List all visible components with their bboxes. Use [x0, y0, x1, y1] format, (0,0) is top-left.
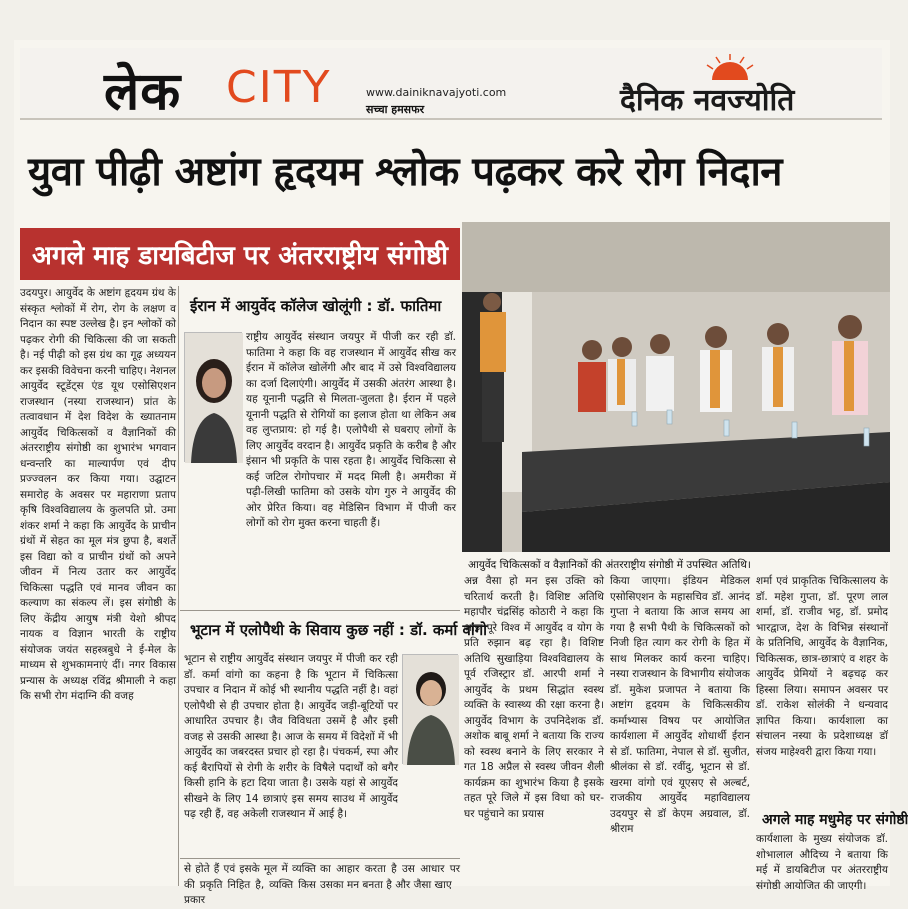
- masthead: [20, 48, 882, 120]
- column-divider: [178, 286, 179, 886]
- tagline: सच्चा हमसफर: [366, 103, 425, 116]
- article-continuation-a: [184, 862, 316, 906]
- article-paragraph: से होते हैं एवं इसके मूल में व्यक्ति की प्रकृति निहित है, व्यक्ति किस प्रकार: [184, 863, 316, 906]
- subheading-diabetes-seminar: अगले माह मधुमेह पर संगोष्ठी: [762, 812, 908, 828]
- box-text-karma-wango: भूटान से राष्ट्रीय आयुर्वेद संस्थान जयपुर में पीजी कर रही डॉ. कर्मा वांगो का कहना है कि भूटान में चिकित्सा उपचार व निदान में कोई भी स्थानीय पद्धति नहीं है। वहां एलोपैथी से ही उपचार होता है। आयुर्वेद जड़ी-बूटियों पर आधारित उपचार है। जैव विविधता उसमें है और इसी वजह से उसकी आस्था है। आज के समय में विदेशों में भी आयुर्वेद का जबरदस्त प्रचार हो रहा है। पंचकर्म, स्पा और कई बैरापियों से रोगी के शरीर के विषैले पदार्थों को बगैर किसी हानि के हटा दिया जाता है। उसके यहां से आयुर्वेद सीखने के लिए 14 छात्राएं इस समय साउथ में आयुर्वेद पढ़ रही हैं, वह अकेली राजस्थान में आई है।: [184, 653, 398, 820]
- section-title-city: CITY: [226, 62, 332, 113]
- sun-logo-icon: [704, 54, 756, 80]
- article-continuation-b: [320, 862, 460, 898]
- article-paragraph: शर्मा एवं प्राकृतिक चिकित्सालय के डॉ. महेश गुप्ता, डॉ. पूरण लाल शर्मा, डॉ. राजीव भट्ट, डॉ. प्रमोद भारद्वाज, देश के विभिन्न संस्थानों के प्रतिनिधि, आयुर्वेद के वैज्ञानिक, चिकित्सक, छात्र-छात्राएं व शहर के आयुर्वेद प्रेमियों ने बढ़चढ़ कर हिस्सा लिया। समापन अवसर पर डॉ. राकेश सोलंकी ने धन्यवाद ज्ञापित किया। कार्यशाला का संचालन नस्या के प्रदेशाध्यक्ष डॉ संजय माहेश्वरी द्वारा किया गया।: [756, 575, 888, 758]
- article-paragraph: अन्न वैसा हो मन इस उक्ति को चरितार्थ करती है। विशिष्ट अतिथि महापौर चंद्रसिंह कोठारी ने कहा कि आज पूरे विश्व में आयुर्वेद व योग के प्रति रुझान बढ़ रहा है। विशिष्ट अतिथि सुखाड़िया विश्वविद्यालय के पूर्व रजिस्ट्रार डॉ. आरपी शर्मा ने आयुर्वेद के प्रथम सिद्धांत स्वस्थ व्यक्ति के स्वास्थ्य की रक्षा करना है। आयुर्वेद विभाग के उपनिदेशक डॉ. अशोक बाबू शर्मा ने बताया कि राज्य को स्वस्थ बनाने के लिए सरकार ने गत 18 अप्रैल से स्वस्थ जीवन शैली कार्यक्रम का शुभारंभ किया है इसके तहत पूरे जिले में इस विधा को घर-घर पहुंचाने का प्रयास: [464, 575, 604, 820]
- paper-logo: दैनिक नवज्योति: [620, 83, 795, 118]
- event-photo-illustration: [462, 222, 890, 552]
- article-column-3: [464, 574, 604, 886]
- box-text-fatima: राष्ट्रीय आयुर्वेद संस्थान जयपुर में पीजी कर रही डॉ. फातिमा ने कहा कि वह राजस्थान में आयुर्वेद सीख कर ईरान में कॉलेज खोलेंगी और बाद में उसे विश्वविद्यालय का दर्जा दिलाएंगी। आयुर्वेद में उसकी अंतरंग आस्था है। यह यूनानी पद्धति से मिलता-जुलता है। ईरान में पहले यूनानी पद्धति से रोगियों का इलाज होता था लेकिन अब वह लुप्तप्राय: हो गई है। एलोपैथी से घबराए लोगों के लिए आयुर्वेद वरदान है। आयुर्वेद प्रकृति के करीब है और इंसान भी प्रकृति के पास रहता है। आयुर्वेद चिकित्सा से कई जटिल रोगोपचार में मदद मिली है। अमरीका में पढ़ी-लिखी फातिमा को उसके योग गुरु ने आयुर्वेद की ओर प्रेरित किया। वह मेडिसिन विभाग में पीजी कर लोगों को रोग मुक्त करना चाहती हैं।: [246, 331, 456, 529]
- article-paragraph: कार्यशाला के मुख्य संयोजक डॉ. शोभालाल औदिच्य ने बताया कि मई में डायबिटीज पर अंतरराष्ट्रीय संगोष्ठी आयोजित की जाएगी।: [756, 833, 888, 892]
- article-paragraph: का आहार करता है उस आधार पर उसका मन बनता है और जैसा खाए: [320, 863, 460, 891]
- article-column-5-end: [756, 832, 888, 892]
- box-divider: [180, 858, 460, 859]
- article-column-1: [20, 286, 176, 886]
- newspaper-page: [14, 40, 908, 906]
- section-title-lake: लेक: [104, 62, 182, 122]
- box-divider: [180, 610, 460, 611]
- headline: युवा पीढ़ी अष्टांग हृदयम श्लोक पढ़कर करे रोग निदान: [28, 149, 783, 195]
- photo-caption: आयुर्वेद चिकित्सकों व वैज्ञानिकों की अंतरराष्ट्रीय संगोष्ठी में उपस्थित अतिथि।: [468, 559, 751, 571]
- article-column-5: [756, 574, 888, 806]
- article-paragraph: किया जाएगा। इंडियन मेडिकल एसोसिएशन के महासचिव डॉ. आनंद गुप्ता ने बताया कि आज समय आ गया है सभी पैथी के चिकित्सकों को निजी हित त्याग कर रोगी के हित में साथ मिलकर कार्य करना चाहिए। नस्या राजस्थान के विभागीय संयोजक डॉ. मुकेश प्रजापत ने बताया कि अष्टांग हृदयम के चिकित्सकीय कर्माभ्यास विषय पर आयोजित कार्यशाला में आयुर्वेद शोधार्थी ईरान से डॉ. फातिमा, नेपाल से डॉ. सुजीत, श्रीलंका से डॉ. रवींदु, भूटान से डॉ. खरमा वांगो एवं यूएसए से अल्बर्ट, राजकीय आयुर्वेद महाविद्यालय उदयपुर से डॉ केएम अग्रवाल, डॉ. श्रीराम: [610, 575, 750, 835]
- article-paragraph: उदयपुर। आयुर्वेद के अष्टांग हृदयम ग्रंथ के संस्कृत श्लोकों में रोग, रोग के लक्षण व निदान का स्पष्ट उल्लेख है। इन श्लोकों को पढ़कर रोगी की चिकित्सा की जा सकती है। नई पीढ़ी को इस ग्रंथ का गूढ़ अध्ययन कर इसकी विवेचना करनी चाहिए। नेशनल आयुर्वेद स्टूडेंट्स एंड यूथ एसोसिएशन राजस्थान (नस्या राजस्थान) प्रांत के तत्वावधान में देश विदेश के ख्यातनाम आयुर्वेद चिकित्सकों व वैज्ञानिकों की अंतरराष्ट्रीय संगोष्ठी का शुभारंभ भगवान धन्वन्तरि का माल्यार्पण एवं दीप प्रज्ज्वलन कर किया गया। उद्घाटन समारोह के अवसर पर महाराणा प्रताप कृषि विश्वविद्यालय के कुलपति प्रो. उमा शंकर शर्मा ने कहा कि आयुर्वेद के प्राचीन ग्रंथों में सेहत का मूल मंत्र छुपा है, बशर्ते इस विद्या को व प्राचीन ग्रंथों को अपने जीवन में नित्य उतार कर आयुर्वेद चिकित्सा पद्धति एवं मानव जीवन का कल्याण का संकल्प लें। इस संगोष्ठी के लिए केंद्रीय आयुष मंत्री येशो श्रीपद नायक व विज्ञान भारती के राष्ट्रीय संयोजक जयंत सहस्त्रबुधे ने ई-मेल के माध्यम से शुभकामनाएं दीं। नगर विकास प्रन्यास के अध्यक्ष रविंद्र श्रीमाली ने कहा कि सभी रोग मंदाग्नि की वजह: [20, 287, 176, 702]
- box-heading-karma-wango: भूटान में एलोपैथी के सिवाय कुछ नहीं : डॉ. कर्मा वांगो: [190, 621, 488, 639]
- website-url: www.dainiknavajyoti.com: [366, 86, 507, 99]
- subheadline-banner: अगले माह डायबिटीज पर अंतरराष्ट्रीय संगोष्ठी: [20, 228, 460, 280]
- portrait-dr-karma-wango: [402, 654, 458, 764]
- portrait-dr-fatima: [184, 332, 242, 462]
- article-column-4: [610, 574, 750, 886]
- box-heading-fatima: ईरान में आयुर्वेद कॉलेज खोलूंगी : डॉ. फातिमा: [190, 297, 442, 315]
- event-photo: [462, 222, 890, 552]
